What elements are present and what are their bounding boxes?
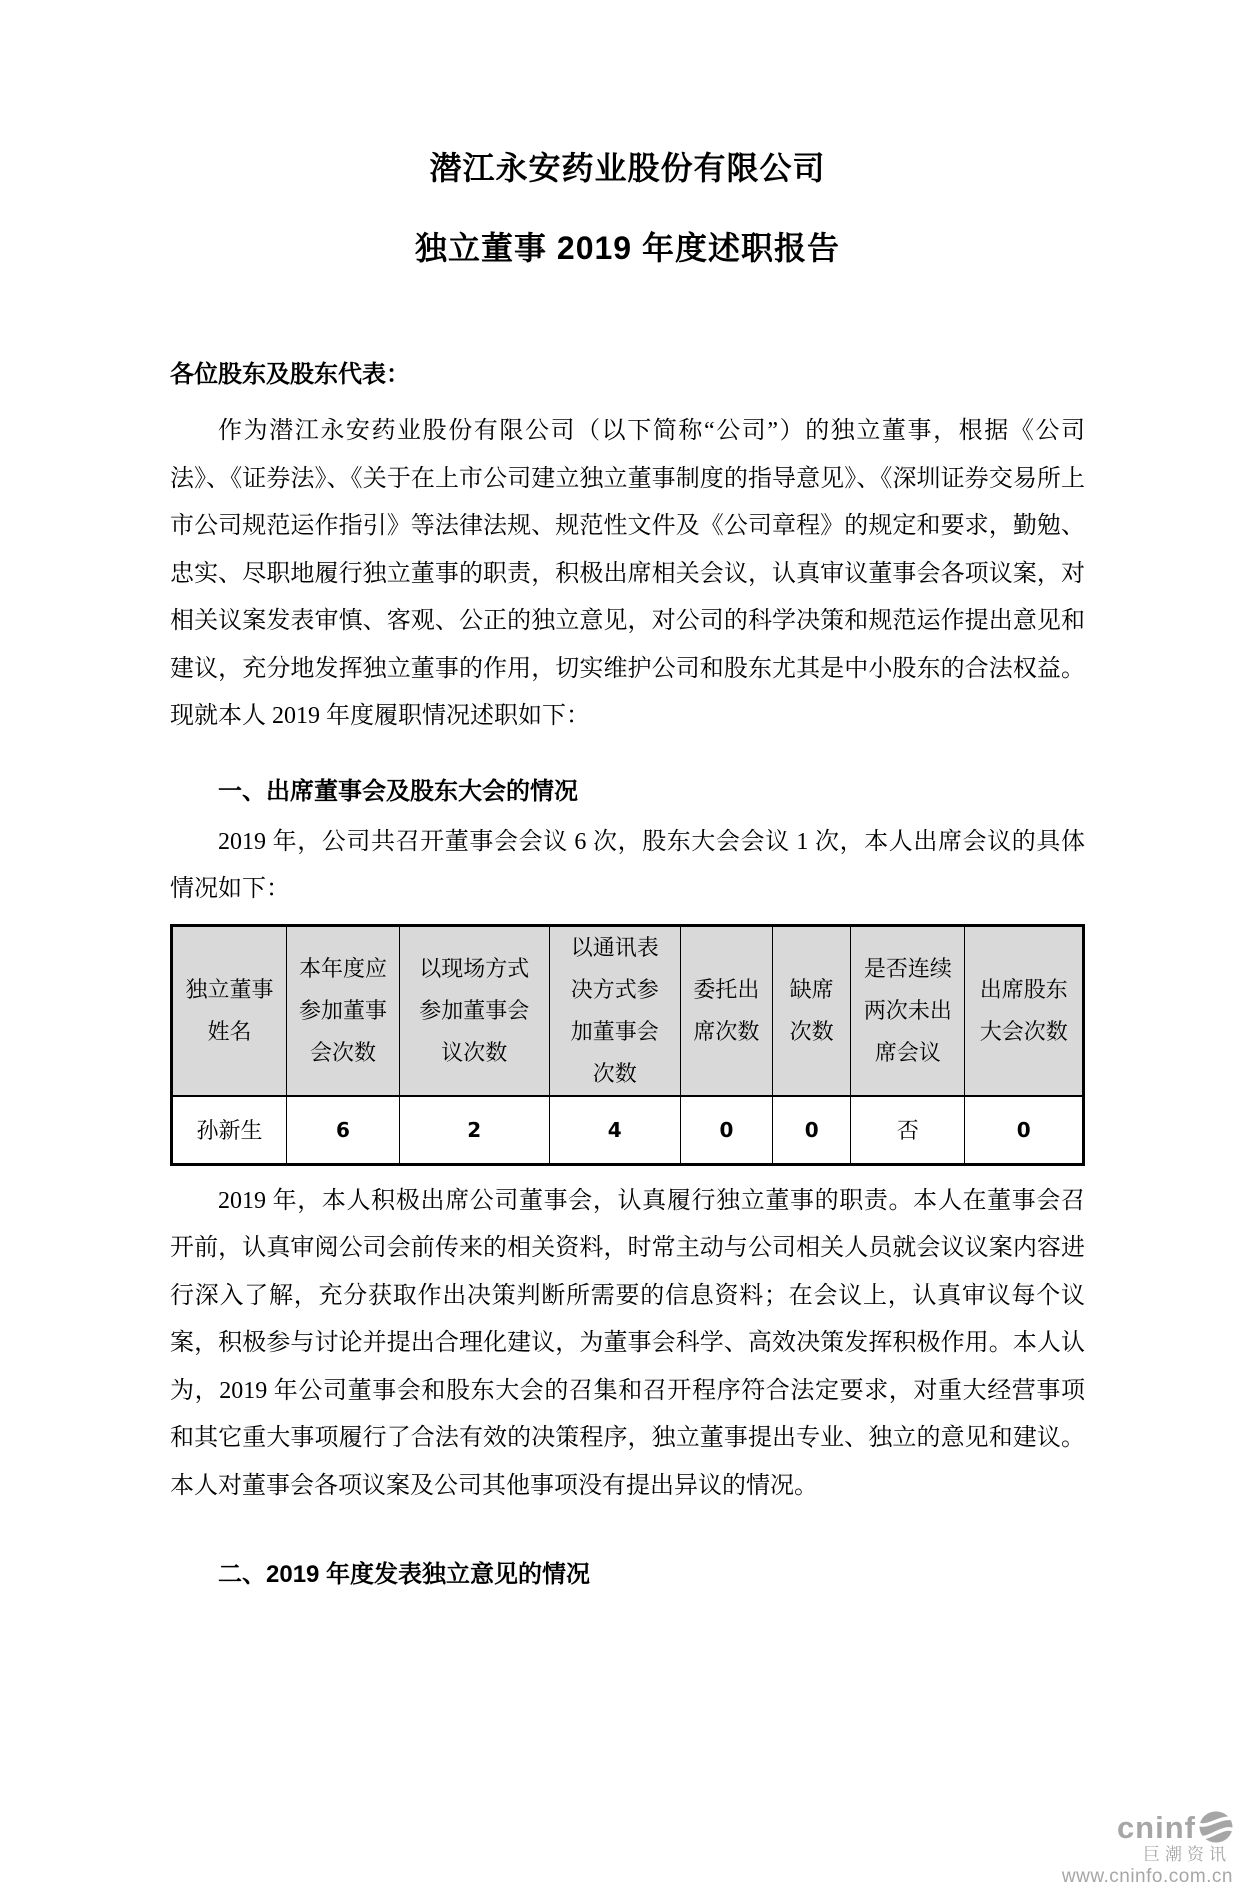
attendance-table	[170, 924, 1085, 1166]
cell-proxy-attendance: 0	[680, 1096, 772, 1165]
intro-paragraph: 作为潜江永安药业股份有限公司（以下简称“公司”）的独立董事，根据《公司法》、《证券法》、《关于在上市公司建立独立董事制度的指导意见》、《深圳证券交易所上市公司规范运作指引》等法律法规、规范性文件及《公司章程》的规定和要求，勤勉、忠实、尽职地履行独立董事的职责，积极出席相关会议，认真审议董事会各项议案，对相关议案发表审慎、客观、公正的独立意见，对公司的科学决策和规范运作提出意见和建议，充分地发挥独立董事的作用，切实维护公司和股东尤其是中小股东的合法权益。现就本人 2019 年度履职情况述职如下：	[170, 418, 1085, 729]
cninfo-url: www.cninfo.com.cn	[1061, 1866, 1233, 1887]
col-header-required-meetings: 本年度应参加董事会次数	[286, 925, 399, 1096]
cninfo-logo	[1062, 1811, 1233, 1843]
col-header-in-person-meetings: 以现场方式参加董事会议次数	[399, 925, 549, 1096]
col-header-absences: 缺席次数	[772, 925, 850, 1096]
section-1-heading: 一、出席董事会及股东大会的情况	[218, 777, 578, 805]
salutation: 各位股东及股东代表：	[170, 361, 410, 388]
col-header-telecom-meetings: 以通讯表决方式参加董事会次数	[549, 925, 680, 1096]
col-header-director-name: 独立董事姓名	[172, 925, 287, 1096]
table-data-row	[172, 1096, 1084, 1165]
document-page	[0, 148, 1241, 1902]
document-title: 潜江永安药业股份有限公司	[429, 150, 826, 186]
col-header-shareholder-meetings: 出席股东大会次数	[965, 925, 1084, 1096]
cell-absences: 0	[772, 1096, 850, 1165]
cell-two-consecutive-absences: 否	[851, 1096, 965, 1165]
col-header-proxy-attendance: 委托出席次数	[680, 925, 772, 1096]
cninfo-globe-icon	[1199, 1811, 1233, 1843]
document-subtitle: 独立董事 2019 年度述职报告	[415, 230, 840, 266]
cninfo-brand-chinese: 巨潮资讯	[1143, 1845, 1231, 1864]
table-header-row	[172, 925, 1084, 1096]
attendance-lead-paragraph: 2019 年，公司共召开董事会会议 6 次，股东大会会议 1 次，本人出席会议的具体情况如下：	[170, 828, 1085, 902]
document-content	[0, 148, 1241, 1590]
col-header-two-consecutive-absences: 是否连续两次未出席会议	[851, 925, 965, 1096]
cell-in-person-meetings: 2	[399, 1096, 549, 1165]
attendance-summary-paragraph: 2019 年，本人积极出席公司董事会，认真履行独立董事的职责。本人在董事会召开前，认真审阅公司会前传来的相关资料，时常主动与公司相关人员就会议议案内容进行深入了解，充分获取作出决策判断所需要的信息资料；在会议上，认真审议每个议案，积极参与讨论并提出合理化建议，为董事会科学、高效决策发挥积极作用。本人认为，2019 年公司董事会和股东大会的召集和召开程序符合法定要求，对重大经营事项和其它重大事项履行了合法有效的决策程序，独立董事提出专业、独立的意见和建议。本人对董事会各项议案及公司其他事项没有提出异议的情况。	[170, 1187, 1085, 1499]
cell-director-name: 孙新生	[172, 1096, 287, 1165]
cell-shareholder-meetings: 0	[965, 1096, 1084, 1165]
section-2-heading: 二、2019 年度发表独立意见的情况	[218, 1561, 591, 1588]
cninfo-watermark	[1062, 1811, 1233, 1886]
cell-telecom-meetings: 4	[549, 1096, 680, 1165]
cninfo-logo-text: cninf	[1116, 1809, 1196, 1845]
cell-required-meetings: 6	[286, 1096, 399, 1165]
